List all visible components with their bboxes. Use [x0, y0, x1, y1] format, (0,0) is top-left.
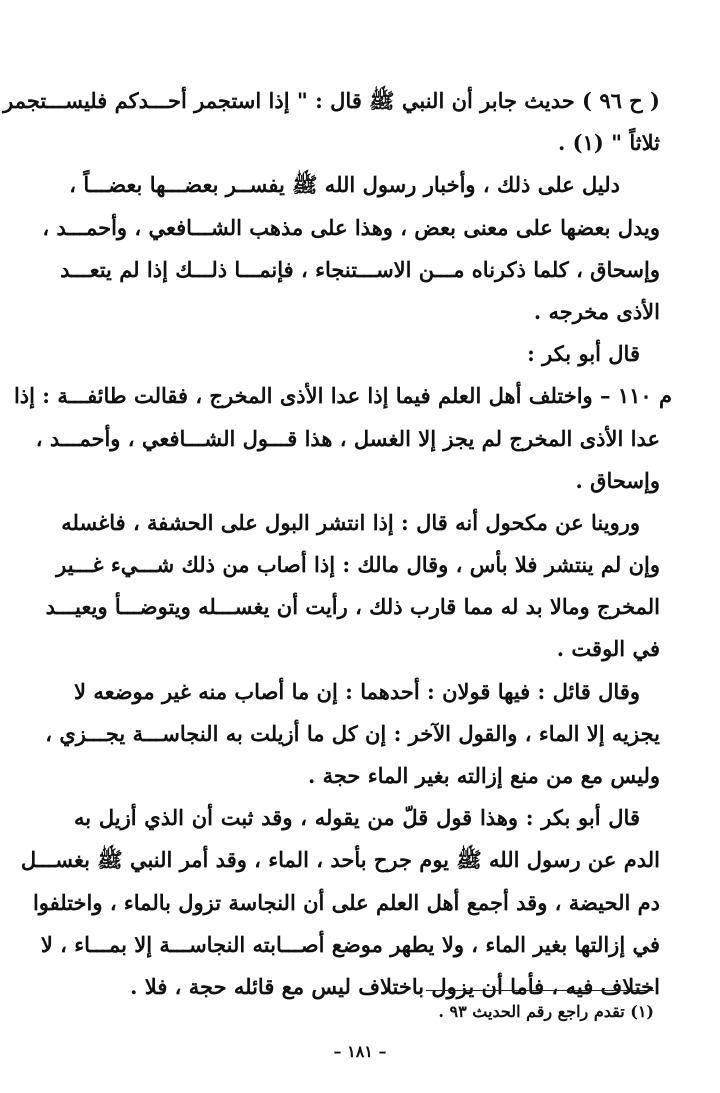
text-line: م ١١٠ – واختلف أهل العلم فيما إذا عدا الأذى المخرج ، فقالت طائفـــة : إذا [13, 383, 672, 409]
text-line: قال أبو بكر : وهذا قول قلّ من يقوله ، وقد ثبت أن الذي أزيل به [74, 805, 640, 831]
text-line: المخرج ومالا بد له مما قارب ذلك ، رأيت أن يغســـله ويتوضـــأ ويعيـــد [45, 594, 660, 620]
text-line: دليل على ذلك ، وأخبار رسول الله ﷺ يفســر بعضـــها بعضـــاً ، [69, 172, 620, 198]
text-line: دم الحيضة ، وقد أجمع أهل العلم على أن النجاسة تزول بالماء ، واختلفوا [32, 889, 660, 915]
main-text [3, 80, 672, 1008]
text-line: ( ح ٩٦ ) حديث جابر أن النبي ﷺ قال : " إذا استجمر أحـــدكم فليســـتجمر [3, 88, 660, 113]
text-line: اختلاف فيه ، فأما أن يزول باختلاف ليس مع قائله حجة ، فلا . [130, 973, 660, 999]
text-line: وليس مع من منع إزالته بغير الماء حجة . [307, 763, 660, 788]
footnote: (١) تقدم راجع رقم الحديث ٩٣ . [438, 1002, 654, 1021]
text-line: يجزيه إلا الماء ، والقول الآخر : إن كل ما أزيلت به النجاســـة يجـــزي ، [45, 720, 660, 746]
text-line: وإن لم ينتشر فلا بأس ، وقال مالك : إذا أصاب من ذلك شـــيء غـــير [56, 552, 660, 578]
text-line: وروينا عن مكحول أنه قال : إذا انتشر البول على الحشفة ، فاغسله [61, 509, 640, 535]
text-line: الدم عن رسول الله ﷺ يوم جرح بأحد ، الماء ، وقد أمر النبي ﷺ بغســـل [20, 847, 660, 873]
text-line: وإسحاق ، كلما ذكرناه مـــن الاســـتنجاء ، فإنمـــا ذلـــك إذا لم يتعـــد [60, 256, 660, 282]
text-line: قال أبو بكر : [527, 341, 640, 367]
text-line: في الوقت . [556, 636, 660, 662]
text-line: وإسحاق . [575, 467, 660, 493]
text-line: وقال قائل : فيها قولان : أحدهما : إن ما أصاب منه غير موضعه لا [74, 678, 640, 704]
text-line: في إزالتها بغير الماء ، ولا يطهر موضع أصـــابته النجاســـة إلا بمـــاء ، لا [40, 931, 660, 957]
text-line: الأذى مخرجه . [533, 298, 660, 324]
text-line: ويدل بعضها على معنى بعض ، وهذا على مذهب الشـــافعي ، وأحمـــد ، [42, 214, 660, 240]
text-line: عدا الأذى المخرج لم يجز إلا الغسل ، هذا قـــول الشـــافعي ، وأحمـــد ، [35, 425, 660, 451]
text-line: ثلاثاً " (١) . [558, 130, 660, 156]
page-number: – ١٨١ – [333, 1042, 387, 1061]
footnote-divider [426, 990, 654, 991]
